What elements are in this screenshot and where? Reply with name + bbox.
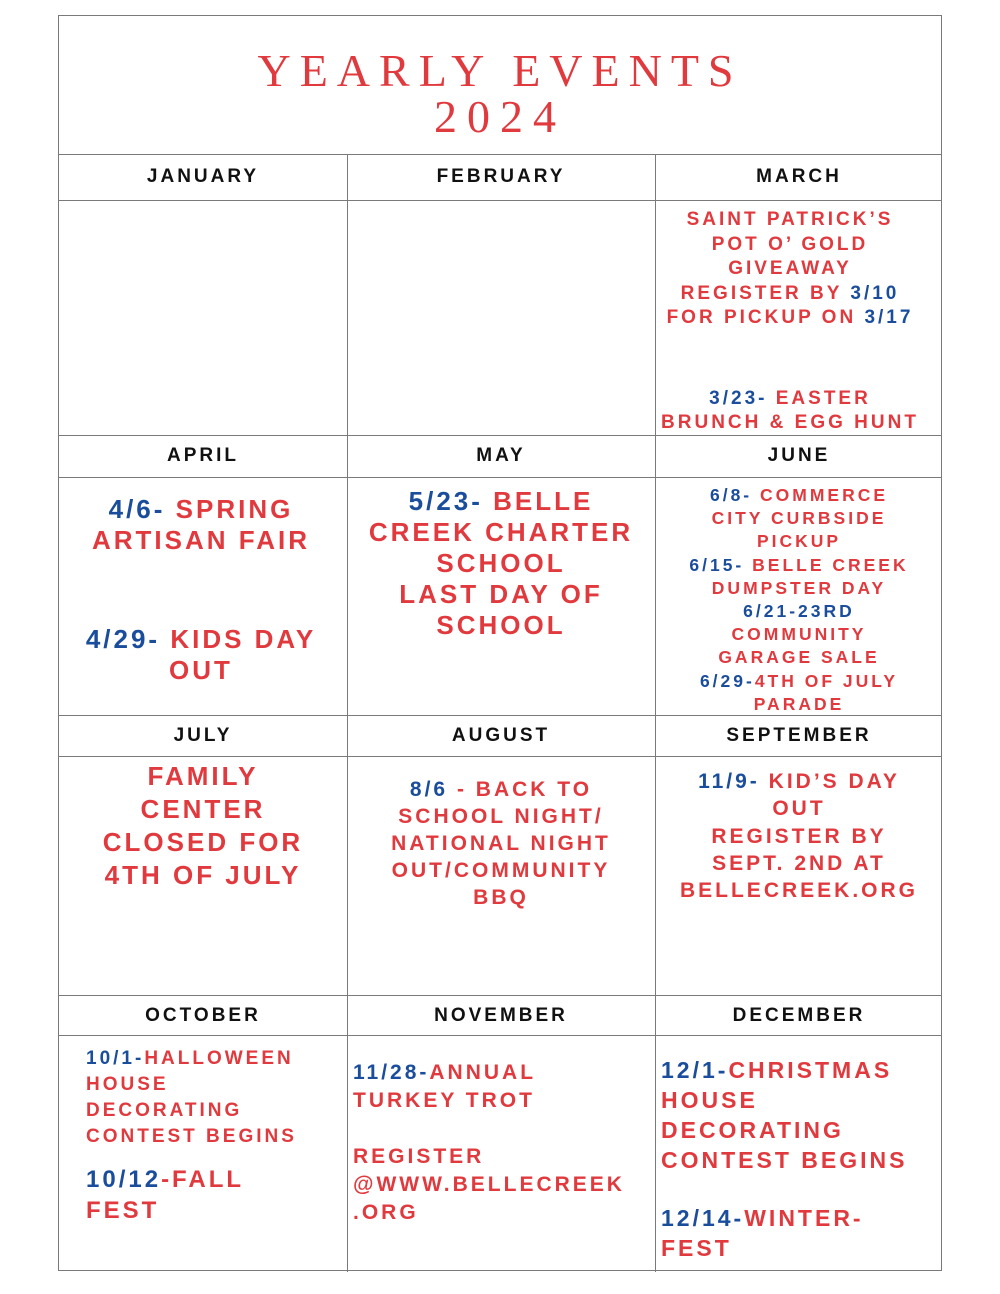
event-line: 4TH OF JULY	[104, 860, 302, 890]
event-line: DECORATING	[86, 1100, 243, 1121]
month-january: JANUARY	[146, 166, 260, 187]
event-line: POT O’ GOLD	[711, 233, 869, 255]
event-line: SEPT. 2ND AT	[712, 851, 886, 875]
page-year: 2024	[434, 91, 566, 142]
event-line: FEST	[661, 1235, 732, 1261]
month-november: NOVEMBER	[434, 1005, 568, 1026]
calendar-frame	[58, 15, 942, 1271]
event-line: BRUNCH & EGG HUNT	[661, 412, 919, 433]
event-line: BELLECREEK.ORG	[679, 879, 918, 903]
grid-line	[59, 995, 941, 996]
event-line: GIVEAWAY	[728, 258, 852, 279]
april-events	[59, 494, 343, 686]
event-line: SCHOOL NIGHT/	[398, 805, 604, 828]
march-events	[655, 208, 925, 436]
event-line: ARTISAN FAIR	[92, 525, 310, 555]
event-line: REGISTER BY 3/10	[680, 282, 900, 304]
event-line: BBQ	[473, 886, 529, 909]
month-june: JUNE	[767, 445, 831, 466]
event-line: DUMPSTER DAY	[711, 577, 887, 598]
event-line: FEST	[86, 1197, 160, 1224]
event-line: CONTEST BEGINS	[86, 1126, 297, 1147]
event-line: PICKUP	[756, 531, 842, 552]
month-september: SEPTEMBER	[726, 725, 872, 746]
event-line: .ORG	[353, 1201, 419, 1224]
grid-line	[59, 200, 941, 201]
event-line: 6/8- COMMERCE	[709, 485, 889, 505]
event-line: 6/29-4TH OF JULY	[699, 670, 899, 691]
event-line: HOUSE	[86, 1074, 169, 1095]
may-events	[347, 486, 655, 641]
month-april: APRIL	[167, 445, 239, 466]
event-line: CITY CURBSIDE	[711, 508, 887, 529]
event-line: CENTER	[140, 794, 266, 824]
event-line: 8/6 - BACK TO	[409, 778, 593, 801]
event-line: 11/28-ANNUAL	[353, 1061, 537, 1084]
event-line: NATIONAL NIGHT	[391, 832, 611, 855]
event-line: 10/1-HALLOWEEN	[86, 1048, 294, 1069]
grid-line	[59, 477, 941, 478]
grid-line	[59, 1035, 941, 1036]
event-line: 6/21-23RD	[743, 601, 855, 622]
event-line: 6/15- BELLE CREEK	[689, 554, 909, 575]
event-line: HOUSE	[661, 1087, 758, 1113]
july-events	[59, 760, 347, 892]
month-february: FEBRUARY	[436, 166, 566, 187]
june-events	[655, 484, 943, 716]
page-title: YEARLY EVENTS	[257, 45, 743, 96]
grid-column-line	[347, 154, 348, 1272]
event-line: FAMILY	[147, 761, 259, 791]
event-line: OUT	[772, 797, 826, 821]
event-line: 12/14-WINTER-	[661, 1205, 864, 1231]
month-july: JULY	[173, 725, 233, 746]
event-line: CREEK CHARTER	[368, 517, 634, 547]
event-line: 4/6- SPRING	[108, 494, 294, 524]
august-events	[347, 776, 655, 911]
event-line: 11/9- KID’S DAY	[698, 770, 900, 793]
event-line: 5/23- BELLE	[408, 486, 594, 516]
event-line: 3/23- EASTER	[709, 387, 871, 409]
event-line: REGISTER	[353, 1145, 485, 1168]
month-august: AUGUST	[451, 725, 551, 746]
event-line: DECORATING	[661, 1117, 844, 1143]
event-line: PARADE	[753, 693, 845, 714]
event-line: COMMUNITY	[731, 624, 867, 645]
event-line: 12/1-CHRISTMAS	[661, 1057, 893, 1083]
grid-line	[59, 756, 941, 757]
event-line: @WWW.BELLECREEK	[353, 1173, 625, 1196]
december-events	[661, 1055, 941, 1263]
event-line: GARAGE SALE	[718, 647, 880, 668]
month-october: OCTOBER	[145, 1005, 261, 1026]
event-line: FOR PICKUP ON 3/17	[666, 307, 914, 328]
event-line: OUT	[169, 655, 233, 685]
month-december: DECEMBER	[732, 1005, 866, 1026]
month-may: MAY	[476, 445, 526, 466]
event-line: SAINT PATRICK’S	[686, 209, 894, 230]
event-line: 10/12-FALL	[86, 1166, 245, 1193]
october-events	[86, 1046, 344, 1226]
event-line: SCHOOL	[436, 610, 566, 640]
event-line: 4/29- KIDS DAY	[85, 624, 317, 654]
month-march: MARCH	[756, 166, 842, 187]
grid-line	[59, 154, 941, 155]
november-events	[353, 1059, 653, 1227]
event-line: LAST DAY OF	[399, 579, 603, 609]
event-line: OUT/COMMUNITY	[391, 859, 611, 882]
event-line: SCHOOL	[436, 548, 566, 578]
event-line: CLOSED FOR	[102, 827, 304, 857]
event-line: CONTEST BEGINS	[661, 1147, 908, 1173]
september-events	[655, 768, 943, 904]
event-line: REGISTER BY	[711, 824, 887, 848]
event-line: TURKEY TROT	[353, 1089, 535, 1112]
